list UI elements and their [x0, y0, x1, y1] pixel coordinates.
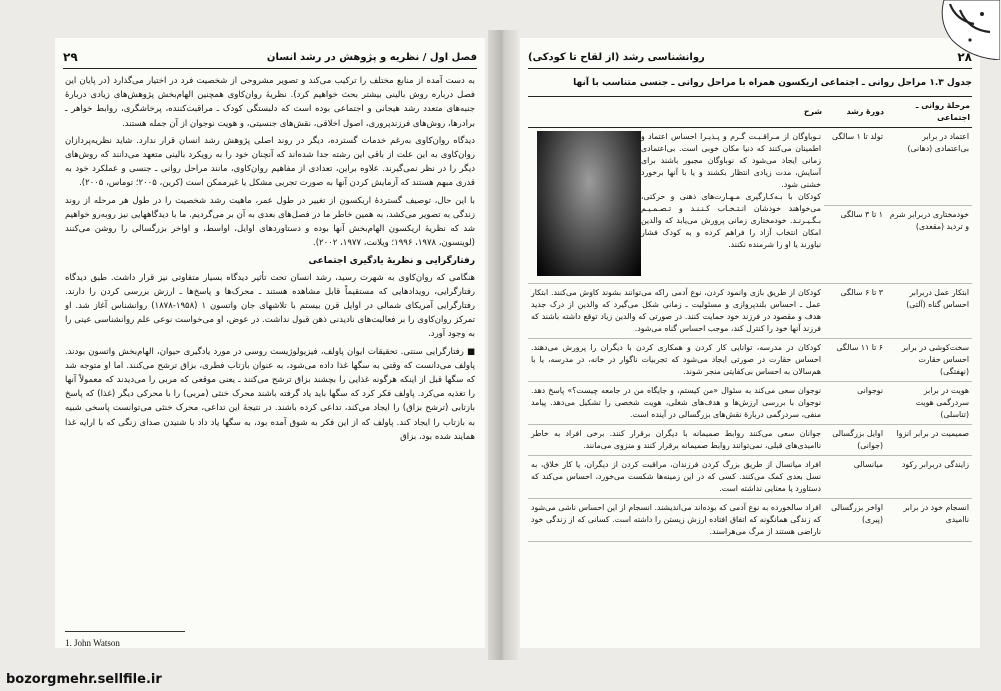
stage-cell: صمیمیت در برابر انزوا — [886, 425, 972, 456]
description-cell: کودکان از طریق بازی وانمود کردن، نوع آدمی راکه می‌توانند بشوند کاوش می‌کنند. ابتکار عمل ـ احساس بلندپروازی و مسئولیت ـ زمانی شکل می‌گیرد که والدین از درک جدید هدف و مقصود در فرزند خود حمایت کنند. در صورتی که والدین زیاد توقع داشته باشند که فرزند آنها خود را کنترل کند، موجب احساس گناه می‌شود. — [528, 284, 824, 339]
book-spine-fold — [488, 30, 518, 660]
paragraph: با این حال، توصیف گستردهٔ اریکسون از تغییر در طول عمر، ماهیت رشد شخصیت را در طول هر مرحله از روند زندگی به تصویر می‌کشد، به همین خاطر ما در فصل‌های بعدی به آن بر می‌گردیم. ما با دیدگاههایی نیز روبه‌رو خواهیم شد که نظریهٔ اریکسون الهام‌بخش آنها بوده و دستاوردهای اوایل، اواسط، و اواخر بزرگسالی را روشن می‌کنند (لوینسون، ۱۹۷۸، ۱۹۹۶؛ ویلانت، ۱۹۷۷، ۲۰۰۲). — [65, 195, 475, 249]
left-page — [55, 38, 485, 648]
right-page — [520, 38, 980, 648]
period-cell: میانسالی — [824, 456, 886, 499]
period-cell: نوجوانی — [824, 382, 886, 425]
left-page-body — [65, 74, 475, 447]
description-cell: نوجوان سعی می‌کند به سئوال «من کیستم، و جایگاه من در جامعه چیست؟» پاسخ دهد. نوجوان با بررسی ارزش‌ها و هدف‌های شغلی، هویت شخصی را تشکیل می‌دهد. پیامد منفی، سردرگمی دربارهٔ نقش‌های بزرگسالی در آینده است. — [528, 382, 824, 425]
footnote: 1. John Watson — [65, 638, 120, 648]
period-cell: اوایل بزرگسالی (جوانی) — [824, 425, 886, 456]
table-row — [528, 382, 972, 425]
table-header-row — [528, 97, 972, 128]
description-cell: افراد سالخورده به نوع آدمی که بوده‌اند می‌اندیشند. انسجام از این احساس ناشی می‌شود که زندگی همانگونه که اتفاق افتاده ارزش زیستن را داشته است. کسانی که از زندگی خود ناراضی هستند از مرگ می‌هراسند. — [528, 499, 824, 542]
left-page-header — [63, 46, 477, 69]
bozorgmehr-logo-watermark — [930, 0, 1000, 60]
stage-cell: ابتکار عمل دربرابر احساس گناه (آلتی) — [886, 284, 972, 339]
description-text: کودکان با بـه‌کـارگیری مـهـارت‌های ذهنی و حرکتی، می‌خواهند خودشان انـتـخـاب کـنـنـد و تـصـمـیـم بـگـیـرنـد. خودمختاری زمانی پرورش می‌یابد که والدین امکان انتخاب آزاد را فراهم کرده و به کودک فشار نیاورند یا او را شرمنده نکنند. — [641, 192, 821, 249]
table-row — [528, 499, 972, 542]
left-running-header: فصل اول / نظریه و پژوهش در رشد انسان — [266, 51, 477, 63]
right-page-header — [528, 46, 972, 69]
description-cell — [528, 128, 824, 284]
table-caption: جدول ۱.۳ مراحل روانی ـ اجتماعی اریکسون همراه با مراحل روانی ـ جنسی متناسب با آنها — [573, 78, 972, 88]
table-row — [528, 425, 972, 456]
table-row — [528, 456, 972, 499]
stage-cell: خودمختاری دربرابر شرم و تردید (مقعدی) — [886, 206, 972, 284]
period-cell: تولد تا ۱ سالگی — [824, 128, 886, 206]
column-header: مرحلهٔ روانی ـ اجتماعی — [886, 97, 972, 128]
period-cell: ۱ تا ۳ سالگی — [824, 206, 886, 284]
paragraph: ■ رفتارگرایی سنتی. تحقیقات ایوان پاولف، فیزیولوژیست روسی در مورد یادگیری حیوان، الهام‌بخش واتسون بودند. پاولف می‌دانست که وقتی به سگها غذا داده می‌شود، به عنوان بازتاب فطری، بزاق ترشح می‌کنند. اما او متوجه شد که سگها قبل از اینکه هرگونه غذایی را بچشند بزاق ترشح می‌کنند ـ یعنی موقعی که مربی را می‌دیدند که معمولاً آنها را تغذیه می‌کرد. پاولف فکر کرد که سگها باید یاد گرفته باشند محرک خنثی (مربی) را با محرکی دیگر (غذا) که پاسخ بازتابی (ترشح بزاق) را ایجاد می‌کند، تداعی کرده باشند. در نتیجهٔ این تداعی، محرک خنثی می‌توانست پاسخی شبیه به بازتاب را ایجاد کند. پاولف که از این فکر به شوق آمده بود، به سگها یاد داد با شنیدن صدای زنگی که با ارایه غذا همایند شده بود، بزاق — [65, 346, 475, 442]
column-header: شرح — [528, 97, 824, 128]
period-cell: اواخر بزرگسالی (پیری) — [824, 499, 886, 542]
period-cell: ۳ تا ۶ سالگی — [824, 284, 886, 339]
description-cell: جوانان سعی می‌کنند روابط صمیمانه با دیگران برقرار کنند. برخی افراد به خاطر ناامیدی‌های قبلی، نمی‌توانند روابط صمیمانه برقرار کنند و منزوی می‌مانند. — [528, 425, 824, 456]
footnote-rule — [65, 631, 185, 632]
right-page-number: ۲۸ — [957, 50, 972, 64]
description-text: نـوباوگان از مـراقـبـت گـرم و پـذیـرا احساس اعتماد و اطمینان می‌کنند که دنیا مکان خوبی است. بی‌اعتمادی زمانی ایجاد می‌شود که نوباوگان مجبور باشند برای آسایش، مدت زیادی انتظار بکشند و یا با آنها برخورد خشنی شود. — [641, 132, 821, 189]
period-cell: ۶ تا ۱۱ سالگی — [824, 339, 886, 382]
table-row — [528, 339, 972, 382]
stage-cell: سخت‌کوشی در برابر احساس حقارت (نهفتگی) — [886, 339, 972, 382]
left-page-number: ۲۹ — [63, 50, 78, 64]
stage-cell: انسجام خود در برابر ناامیدی — [886, 499, 972, 542]
stage-cell: هویت در برابر سردرگمی هویت (تناسلی) — [886, 382, 972, 425]
right-running-header: روانشناسی رشد (از لقاح تا کودکی) — [528, 51, 705, 63]
watermark-url: bozorgmehr.sellfile.ir — [6, 672, 162, 687]
paragraph: به دست آمده از منابع مختلف را ترکیب می‌کند و تصویر مشروحی از شخصیت فرد در اختیار می‌گذارد (در پایان این فصل درباره روش بالینی بیشتر بحث خواهیم کرد). نظریهٔ روان‌کاوی همچنین الهام‌بخش پژوهش‌های زیادی دربارهٔ جنبه‌های متعدد رشد هیجانی و اجتماعی بوده است که دلبستگی کودک ـ مراقبت‌کننده، پرخاشگری، روابط خواهر ـ برادرها، روش‌های فرزندپروری، اصول اخلاقی، نقش‌های جنسیتی، و هویت نوجوان از آن جمله هستند. — [65, 76, 475, 129]
table-row — [528, 284, 972, 339]
erikson-portrait-photo — [537, 131, 641, 276]
paragraph: هنگامی که روان‌کاوی به شهرت رسید، رشد انسان تحت تأثیر دیدگاه بسیار متفاوتی نیز قرار داشت. طبق دیدگاه رفتارگرایی، رویدادهایی که مستقیماً قابل مشاهده هستند ـ محرک‌ها و پاسخ‌ها ـ ارزش بررسی کردن را دارند. رفتارگرایی آمریکای شمالی در اوایل قرن بیستم با تلاشهای جان واتسون ۱ (۱۹۵۸-۱۸۷۸) روانشناس آغاز شد. او تمرکز روان‌کاوی را بر فعالیت‌های نادیدنی ذهن قبول نداشت. در عوض، او می‌خواست نوعی علم روانشناسی عینی را به وجود آورد. — [65, 272, 475, 340]
description-cell: افراد میانسال از طریق بزرگ کردن فرزندان، مراقبت کردن از دیگران، یا کار خلاق، به نسل بعدی کمک می‌کنند. کسی که در این زمینه‌ها شکست می‌خورد، احساس می‌کند که دستاورد یا معنایی نداشته است. — [528, 456, 824, 499]
erikson-stages-table — [528, 96, 972, 542]
column-header: دورهٔ رشد — [824, 97, 886, 128]
section-title: رفتارگرایی و نظریهٔ یادگیری اجتماعی — [308, 256, 475, 267]
paragraph: دیدگاه روان‌کاوی به‌رغم خدمات گسترده، دیگر در روند اصلی پژوهش رشد انسان قرار ندارد. شاید نظریه‌پردازان روان‌کاوی به این علت از باقی این رشته جدا شده‌اند که آنچنان خود را به رویکرد بالینی متعهد می‌دانند که روش‌های دیگر را در نظر نمی‌گیرند. علاوه براین، تعدادی از مفاهیم روان‌کاوی، مانند مراحل روانی ـ جنسی و عملکرد خود به قدری مبهم هستند که آزمایش کردن آنها به صورت تجربی مشکل یا غیرممکن است (کرین، ۲۰۰۵؛ توماس، ۲۰۰۵). — [65, 135, 475, 189]
table-row — [528, 128, 972, 206]
stage-cell: زایندگی دربرابر رکود — [886, 456, 972, 499]
stage-cell: اعتماد در برابر بی‌اعتمادی (دهانی) — [886, 128, 972, 206]
description-cell: کودکان در مدرسه، توانایی کار کردن و همکاری کردن با دیگران را پرورش می‌دهند. احساس حقارت در صورتی ایجاد می‌شود که تجربیات ناگوار در خانه، در مدرسه، یا با هم‌سالان به احساس بی‌کفایتی منجر شوند. — [528, 339, 824, 382]
